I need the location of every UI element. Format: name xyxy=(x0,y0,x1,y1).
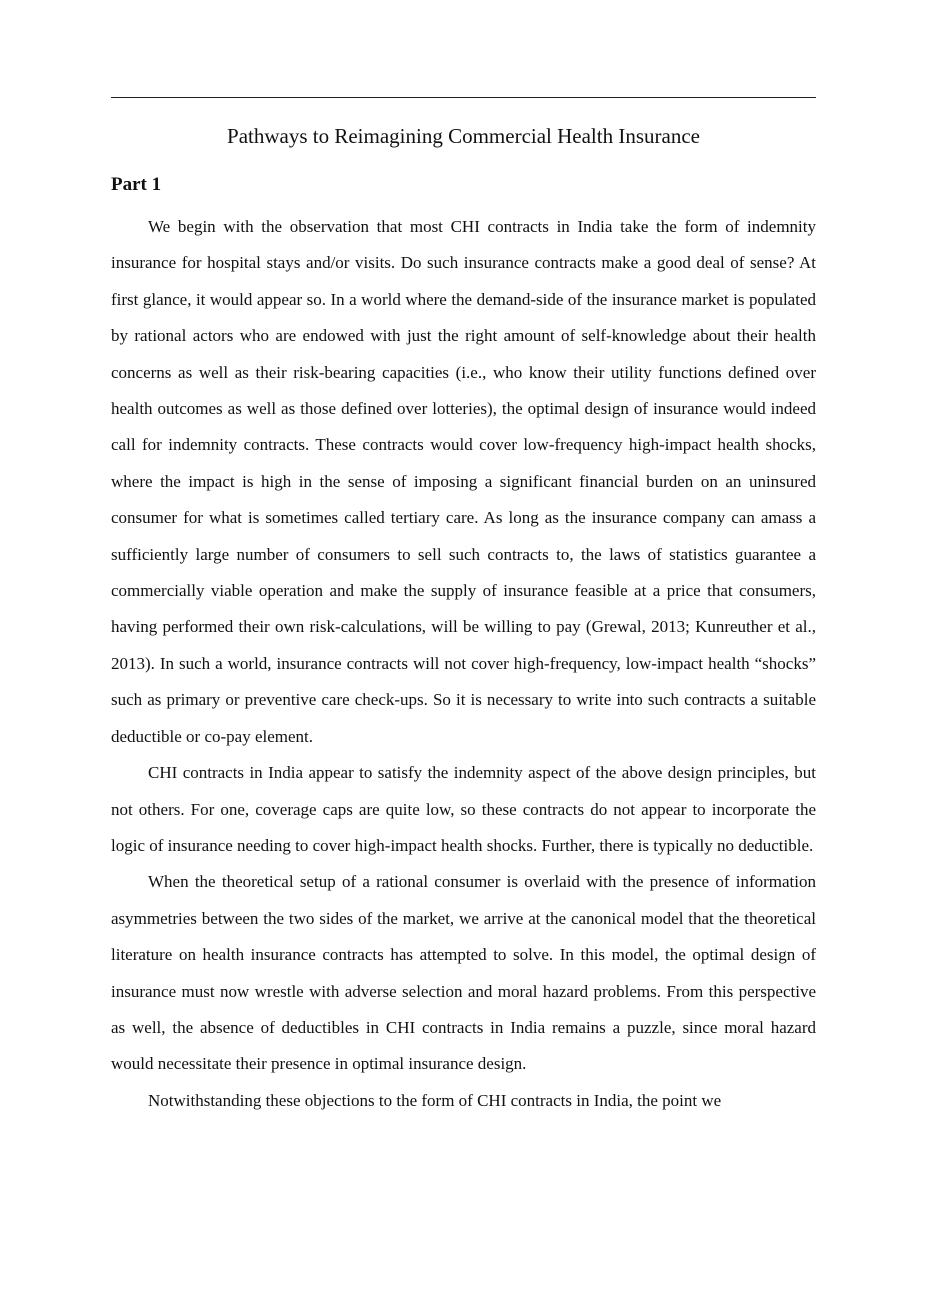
body-text xyxy=(111,209,816,1119)
paragraph: When the theoretical setup of a rational consumer is overlaid with the presence of information asymmetries between the two sides of the market, we arrive at the canonical model that the theoretical literature on health insurance contracts has attempted to solve. In this model, the optimal design of insurance must now wrestle with adverse selection and moral hazard problems. From this perspective as well, the absence of deductibles in CHI contracts in India remains a puzzle, since moral hazard would necessitate their presence in optimal insurance design. xyxy=(111,872,816,1074)
paragraph: We begin with the observation that most CHI contracts in India take the form of indemnity insurance for hospital stays and/or visits. Do such insurance contracts make a good deal of sense? At first glance, it would appear so. In a world where the demand-side of the insurance market is populated by rational actors who are endowed with just the right amount of self-knowledge about their health concerns as well as their risk-bearing capacities (i.e., who know their utility functions defined over health outcomes as well as those defined over lotteries), the optimal design of insurance would indeed call for indemnity contracts. These contracts would cover low-frequency high-impact health shocks, where the impact is high in the sense of imposing a significant financial burden on an uninsured consumer for what is sometimes called tertiary care. As long as the insurance company can amass a sufficiently large number of consumers to sell such contracts to, the laws of statistics guarantee a commercially viable operation and make the supply of insurance feasible at a price that consumers, having performed their own risk-calculations, will be willing to pay (Grewal, 2013; Kunreuther et al., 2013). In such a world, insurance contracts will not cover high-frequency, low-impact health “shocks” such as primary or preventive care check-ups. So it is necessary to write into such contracts a suitable deductible or co-pay element. xyxy=(111,217,816,746)
document-title: Pathways to Reimagining Commercial Health Insurance xyxy=(227,124,700,148)
paragraph: Notwithstanding these objections to the form of CHI contracts in India, the point we xyxy=(148,1090,722,1110)
header-rule xyxy=(111,97,816,98)
paragraph: CHI contracts in India appear to satisfy the indemnity aspect of the above design principles, but not others. For one, coverage caps are quite low, so these contracts do not appear to incorporate the logic of insurance needing to cover high-impact health shocks. Further, there is typically no deductible. xyxy=(111,763,816,855)
section-heading: Part 1 xyxy=(111,174,162,195)
